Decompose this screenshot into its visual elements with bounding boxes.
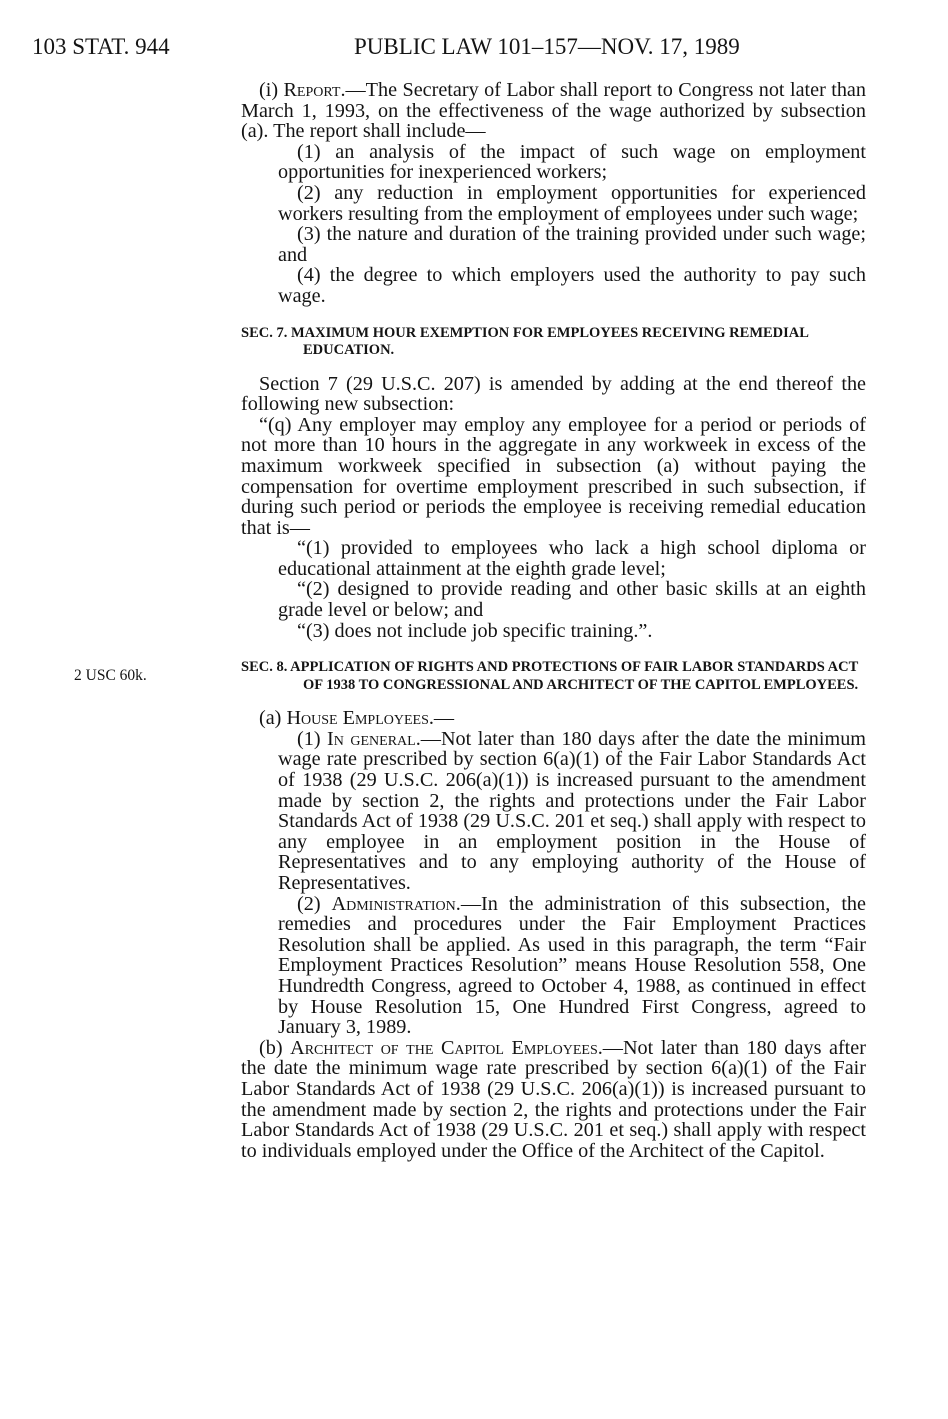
stat-page-number: 103 STAT. 944 [32,34,170,59]
public-law-citation: PUBLIC LAW 101–157—NOV. 17, 1989 [354,34,740,59]
sec7-item-1: “(1) provided to employees who lack a high school diploma or educational attainment at the eighth grade level; [278,537,866,580]
sec8-a2-prefix: (2) [297,892,332,915]
sec8-a1-label: In general [327,727,416,750]
report-label-prefix: (i) [259,79,284,101]
sec8-a2-label: Administration [331,892,456,915]
report-label: Report [283,79,341,101]
report-item-4: (4) the degree to which employers used the authority to pay such wage. [278,264,866,307]
report-text: .—The Secretary of Labor shall report to Congress not later than March 1, 1993, on the effectiveness of the wage authorized by subsection (a). The report shall include— [241,79,866,143]
sec8-a-prefix: (a) [259,707,287,730]
sec7-heading: SEC. 7. MAXIMUM HOUR EXEMPTION FOR EMPLOYEES RECEIVING REMEDIAL EDUCATION. [241,324,809,359]
sec8-a-label: House Employees [286,707,429,730]
sec8-a1-text: .—Not later than 180 days after the date the minimum wage rate prescribed by section 6(a)(1) of the Fair Labor Standards Act of 1938 (29 U.S.C. 206(a)(1)) is increased pursuant to the amendment made by section 2, the rights and protections under the Fair Labor Standards Act of 1938 (29 U.S.C. 201 et seq.) shall apply with respect to any employee in an employment position in the House of Representatives and to any employing authority of the House of Representatives. [278,727,866,894]
sec7-item-3: “(3) does not include job specific training.”. [297,619,653,642]
sec8-b-prefix: (b) [259,1036,291,1059]
sec8-b-text: .—Not later than 180 days after the date the minimum wage rate prescribed by section 6(a)(1) of the Fair Labor Standards Act of 1938 (29 U.S.C. 206(a)(1)) is increased pursuant to the amendment made by section 2, the rights and protections under the Fair Labor Standards Act of 1938 (29 U.S.C. 201 et seq.) shall apply with respect to individuals employed under the Office of the Architect of the Capitol. [241,1036,866,1162]
sec8-a-dash: .— [428,707,455,730]
sec7-intro: Section 7 (29 U.S.C. 207) is amended by adding at the end thereof the following new subsection: [241,372,866,416]
body-text [241,80,866,1161]
sec8-a2-text: .—In the administration of this subsection, the remedies and procedures under the Fair Employment Practices Resolution shall be applied. As used in this paragraph, the term “Fair Employment Practices Resolution” means House Resolution 558, One Hundredth Congress, agreed to October 4, 1988, as continued in effect by House Resolution 15, One Hundred First Congress, agreed to January 3, 1989. [278,892,866,1039]
report-item-2: (2) any reduction in employment opportunities for experienced workers resulting from the employment of employees under such wage; [278,181,866,225]
margin-note: 2 USC 60k. [74,667,147,684]
sec8-a-heading [241,708,866,729]
sec8-a1-prefix: (1) [297,727,328,750]
sec8-b-label: Architect of the Capitol Employees [290,1036,598,1059]
report-item-3: (3) the nature and duration of the training provided under such wage; and [278,223,866,266]
report-item-1: (1) an analysis of the impact of such wage on employment opportunities for inexperienced workers; [278,140,866,184]
sec8-a2-paragraph [241,894,866,1038]
sec8-a1-paragraph [241,729,866,894]
report-paragraph [241,80,866,142]
sec7-item-2: “(2) designed to provide reading and other basic skills at an eighth grade level or below; and [278,578,866,622]
sec8-b-paragraph [241,1038,866,1162]
sec7-subsection-q: “(q) Any employer may employ any employee for a period or periods of not more than 10 hours in the aggregate in any workweek in excess of the maximum workweek specified in subsection (a) without paying the compensation for overtime employment prescribed in such subsection, if during such period or periods the employee is receiving remedial education that is— [241,413,866,539]
sec8-heading: SEC. 8. APPLICATION OF RIGHTS AND PROTECTIONS OF FAIR LABOR STANDARDS ACT OF 1938 TO CONGRESSIONAL AND ARCHITECT OF THE CAPITOL EMPLOYEES. [241,659,859,693]
